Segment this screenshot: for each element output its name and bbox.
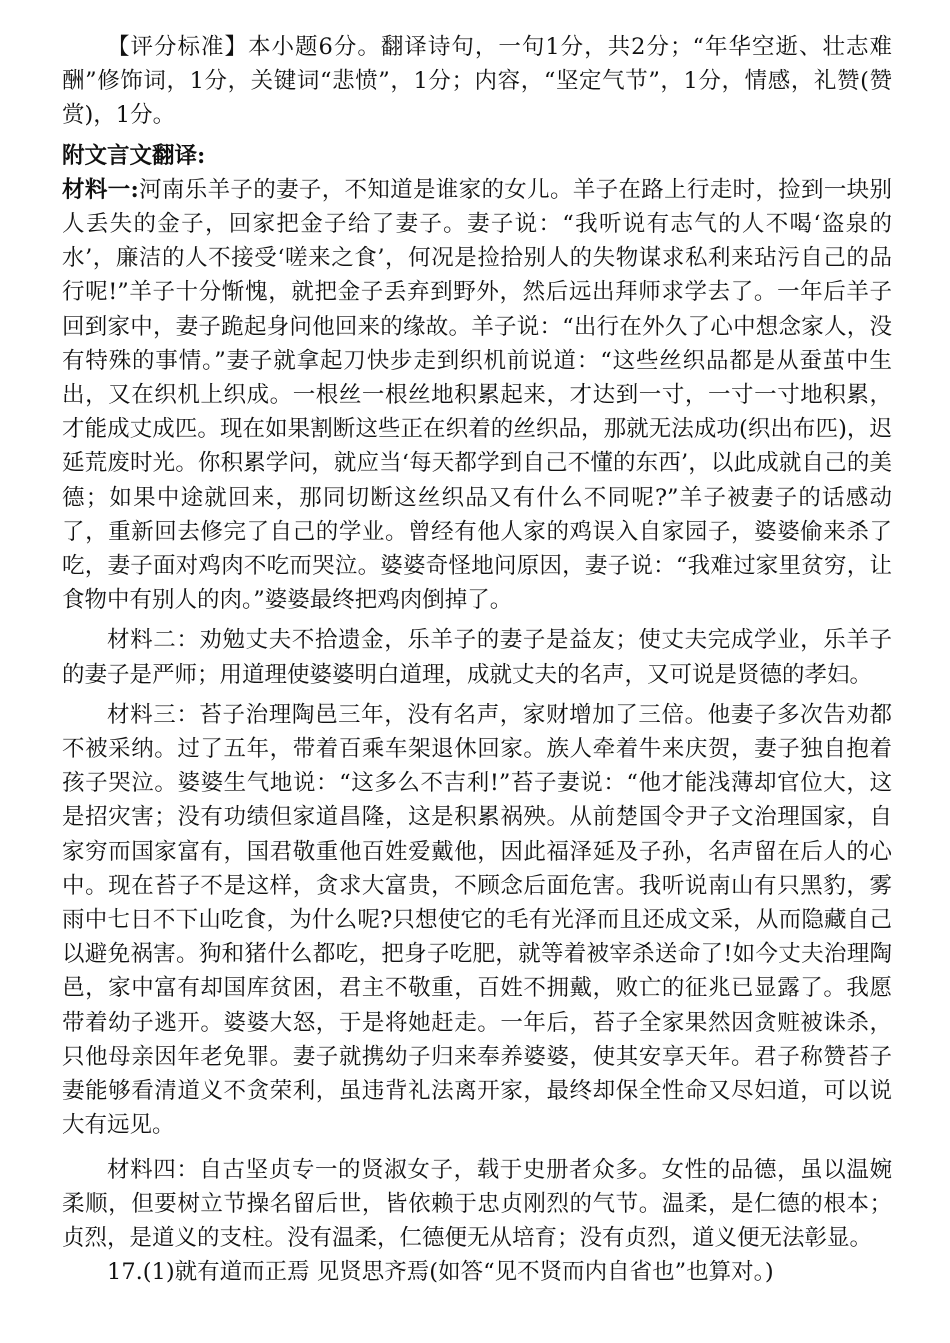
- material-one: [62, 173, 892, 618]
- material-three: 材料三：苔子治理陶邑三年，没有名声，家财增加了三倍。他妻子多次告劝都不被采纳。过了五年，带着百乘车架退休回家。族人牵着牛来庆贺，妻子独自抱着孩子哭泣。婆婆生气地说：“这多么不吉利!”苔子妻说：“他才能浅薄却官位大，这是招灾害；没有功绩但家道昌隆，这是积累祸殃。从前楚国令尹子文治理国家，自家穷而国家富有，国君敬重他百姓爱戴他，因此福泽延及子孙，名声留在后人的心中。现在苔子不是这样，贪求大富贵，不顾念后面危害。我听说南山有只黑豹，雾雨中七日不下山吃食，为什么呢?只想使它的毛有光泽而且还成文采，从而隐藏自己以避免祸害。狗和猪什么都吃，把身子吃肥，就等着被宰杀送命了!如今丈夫治理陶邑，家中富有却国库贫困，君主不敬重，百姓不拥戴，败亡的征兆已显露了。我愿带着幼子逃开。婆婆大怒，于是将她赶走。一年后，苔子全家果然因贪赃被诛杀，只他母亲因年老免罪。妻子就携幼子归来奉养婆婆，使其安享天年。君子称赞苔子妻能够看清道义不贪荣利，虽违背礼法离开家，最终却保全性命又尽妇道，可以说大有远见。: [62, 701, 892, 1139]
- material-four: 材料四：自古坚贞专一的贤淑女子，载于史册者众多。女性的品德，虽以温婉柔顺，但要树立节操名留后世，皆依赖于忠贞刚烈的气节。温柔，是仁德的根本；贞烈，是道义的支柱。没有温柔，仁德便无从培育；没有贞烈，道义便无法彰显。: [62, 1156, 892, 1251]
- material-one-lead: 材料一:: [62, 176, 139, 203]
- material-one-text: 河南乐羊子的妻子，不知道是谁家的女儿。羊子在路上行走时，捡到一块别人丢失的金子，回家把金子给了妻子。妻子说：“我听说有志气的人不喝‘盗泉的水’，廉洁的人不接受‘嗟来之食’，何况是捡拾别人的失物谋求私利来玷污自己的品行呢!”羊子十分惭愧，就把金子丢弃到野外，然后远出拜师求学去了。一年后羊子回到家中，妻子跪起身问他回来的缘故。羊子说：“出行在外久了心中想念家人，没有特殊的事情。”妻子就拿起刀快步走到织机前说道：“这些丝织品都是从蚕茧中生出，又在织机上织成。一根丝一根丝地积累起来，才达到一寸，一寸一寸地积累，才能成丈成匹。现在如果割断这些正在织着的丝织品，那就无法成功(织出布匹)，迟延荒废时光。你积累学问，就应当‘每天都学到自己不懂的东西’，以此成就自己的美德；如果中途就回来，那同切断这丝织品又有什么不同呢?”羊子被妻子的话感动了，重新回去修完了自己的学业。曾经有他人家的鸡误入自家园子，婆婆偷来杀了吃，妻子面对鸡肉不吃而哭泣。婆婆奇怪地问原因，妻子说：“我难过家里贫穷，让食物中有别人的肉。”婆婆最终把鸡肉倒掉了。: [62, 176, 892, 614]
- answer-17: 17.(1)就有道而正焉 见贤思齐焉(如答“见不贤而内自省也”也算对。): [107, 1259, 774, 1286]
- document-page: [62, 30, 892, 1289]
- appendix-title: 附文言文翻译:: [62, 142, 206, 169]
- scoring-criteria: 【评分标准】本小题6分。翻译诗句，一句1分，共2分；“年华空逝、壮志难酬”修饰词，1分，关键词“悲愤”，1分；内容，“坚定气节”，1分，情感，礼赞(赞赏)，1分。: [62, 34, 892, 129]
- material-two: 材料二：劝勉丈夫不拾遗金，乐羊子的妻子是益友；使丈夫完成学业，乐羊子的妻子是严师；用道理使婆婆明白道理，成就丈夫的名声，又可说是贤德的孝妇。: [62, 627, 892, 688]
